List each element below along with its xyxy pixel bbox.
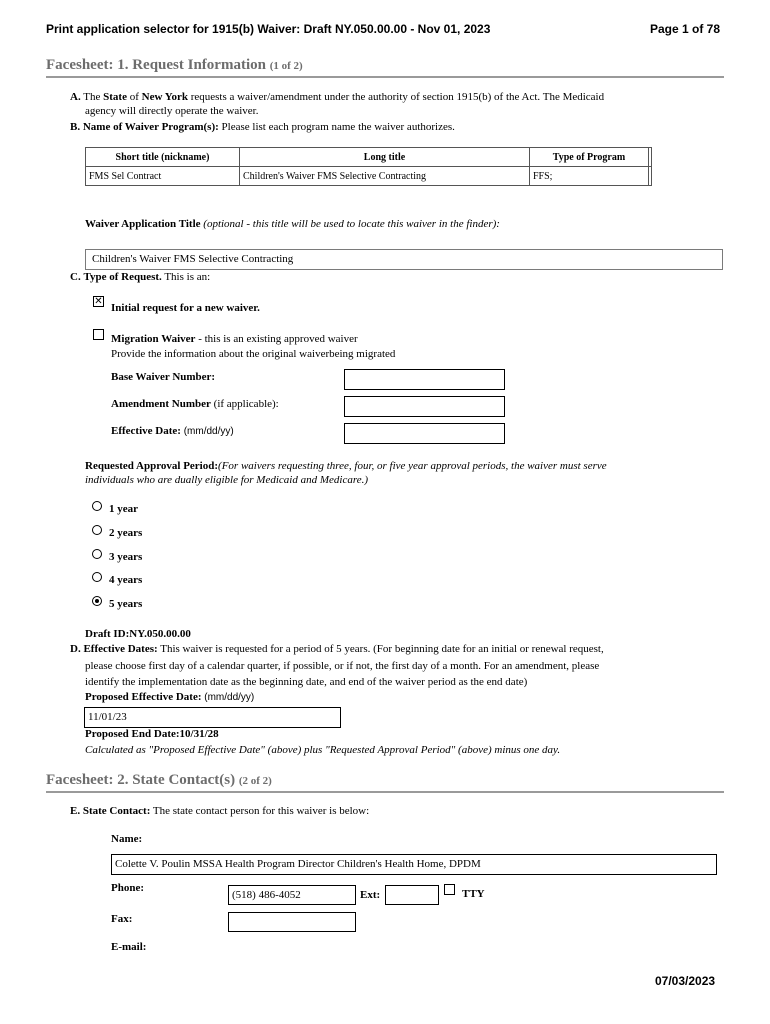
approval-period-note-1: (For waivers requesting three, four, or five year approval periods, the waiver must serve	[218, 460, 607, 472]
radio-3-years[interactable]	[92, 549, 102, 559]
ext-field[interactable]	[385, 885, 439, 905]
radio-3-years-label: 3 years	[109, 551, 143, 563]
contact-name-label: Name:	[111, 833, 143, 845]
base-waiver-number-label: Base Waiver Number:	[111, 371, 216, 383]
migration-waiver-help: Provide the information about the original waiverbeing migrated	[111, 348, 396, 360]
initial-request-label: Initial request for a new waiver.	[111, 302, 260, 314]
section-1-title	[46, 57, 303, 74]
migration-waiver-label	[111, 333, 358, 345]
radio-2-years[interactable]	[92, 525, 102, 535]
proposed-effective-date-note: (mm/dd/yy)	[201, 692, 255, 703]
waiver-title-label-text: Waiver Application Title	[85, 218, 201, 230]
item-e	[70, 805, 369, 817]
item-b	[70, 121, 455, 133]
waiver-title-label	[85, 218, 500, 230]
phone-label: Phone:	[111, 882, 144, 894]
radio-2-years-label: 2 years	[109, 527, 143, 539]
proposed-effective-date-value: 11/01/23	[88, 711, 127, 723]
item-e-marker: E.	[70, 805, 81, 817]
amendment-number-label	[111, 398, 279, 410]
item-a-line2: agency will directly operate the waiver.	[85, 105, 259, 117]
effective-date-label-text: Effective Date:	[111, 425, 181, 437]
item-a-marker: A.	[70, 91, 81, 103]
item-a-text-of: of	[126, 91, 142, 103]
waiver-title-note: (optional - this title will be used to locate this waiver in the finder):	[200, 218, 500, 230]
proposed-effective-date-label-text: Proposed Effective Date:	[85, 691, 202, 703]
contact-name-value: Colette V. Poulin MSSA Health Program Director Children's Health Home, DPDM	[115, 858, 481, 870]
section-1-divider	[46, 76, 724, 78]
column-header-long-title: Long title	[240, 148, 530, 167]
ext-label: Ext:	[360, 889, 381, 901]
table-edge	[649, 148, 652, 167]
migration-waiver-checkbox[interactable]	[93, 329, 104, 340]
item-a	[70, 90, 720, 105]
amendment-number-note: (if applicable):	[210, 398, 279, 410]
migration-waiver-label-text: Migration Waiver	[111, 333, 196, 345]
item-e-label: State Contact:	[82, 805, 151, 817]
item-d-line2: please choose first day of a calendar quarter, if possible, or if not, the first day of a month. For an amendment, please	[85, 660, 600, 672]
amendment-number-label-text: Amendment Number	[111, 398, 211, 410]
effective-date-label	[111, 425, 234, 437]
initial-request-checkbox[interactable]: ✕	[94, 296, 103, 307]
effective-date-note: (mm/dd/yy)	[180, 426, 234, 437]
base-waiver-number-field[interactable]	[344, 369, 505, 390]
proposed-effective-date-label	[85, 691, 254, 703]
item-b-marker: B.	[70, 121, 81, 133]
tty-label: TTY	[462, 888, 485, 900]
item-d-label: Effective Dates:	[83, 643, 158, 655]
footer-date: 07/03/2023	[655, 974, 716, 988]
item-c-text: This is an:	[161, 271, 211, 283]
migration-waiver-suffix: - this is an existing approved waiver	[195, 333, 358, 345]
item-a-text-line1: requests a waiver/amendment under the authority of section 1915(b) of the Act. The Medicaid	[187, 91, 605, 103]
waiver-title-field[interactable]	[85, 249, 723, 270]
waiver-title-value: Children's Waiver FMS Selective Contracting	[92, 253, 294, 265]
email-label: E-mail:	[111, 941, 147, 953]
proposed-effective-date-field[interactable]	[84, 707, 341, 728]
document-header-title: Print application selector for 1915(b) Waiver: Draft NY.050.00.00 - Nov 01, 2023	[46, 22, 491, 36]
amendment-number-field[interactable]	[344, 396, 505, 417]
proposed-end-date	[85, 728, 219, 740]
tty-checkbox[interactable]	[444, 884, 455, 895]
contact-name-field[interactable]	[111, 854, 717, 875]
cell-program-type: FFS;	[530, 167, 649, 186]
fax-label: Fax:	[111, 913, 133, 925]
item-d-line1: This waiver is requested for a period of 5 years. (For beginning date for an initial or renewal request,	[157, 643, 604, 655]
phone-field[interactable]	[228, 885, 356, 905]
approval-period-label-text: Requested Approval Period:	[85, 460, 219, 472]
section-1-page: (1 of 2)	[269, 60, 303, 72]
radio-1-year-label: 1 year	[109, 503, 139, 515]
draft-id: Draft ID:NY.050.00.00	[85, 628, 191, 640]
program-table	[85, 147, 652, 186]
table-edge	[649, 167, 652, 186]
radio-4-years[interactable]	[92, 572, 102, 582]
radio-4-years-label: 4 years	[109, 574, 143, 586]
cell-short-title: FMS Sel Contract	[86, 167, 240, 186]
approval-period-note-2: individuals who are dually eligible for Medicaid and Medicare.)	[85, 474, 368, 486]
item-e-text: The state contact person for this waiver is below:	[150, 805, 370, 817]
section-2-title-text: Facesheet: 2. State Contact(s)	[46, 772, 236, 788]
section-2-divider	[46, 791, 724, 793]
item-b-text: Please list each program name the waiver authorizes.	[218, 121, 455, 133]
item-d	[70, 643, 730, 655]
column-header-program-type: Type of Program	[530, 148, 649, 167]
section-2-page: (2 of 2)	[238, 775, 272, 787]
proposed-end-date-label: Proposed End Date:	[85, 728, 180, 740]
radio-5-years-label: 5 years	[109, 598, 143, 610]
column-header-short-title: Short title (nickname)	[86, 148, 240, 167]
radio-1-year[interactable]	[92, 501, 102, 511]
item-b-label: Name of Waiver Program(s):	[82, 121, 219, 133]
table-row	[86, 167, 652, 186]
item-a-text-pre: The	[83, 91, 104, 103]
phone-value: (518) 486-4052	[232, 889, 301, 901]
section-2-title	[46, 772, 272, 789]
section-1-title-text: Facesheet: 1. Request Information	[46, 57, 266, 73]
calculation-note: Calculated as "Proposed Effective Date" (above) plus "Requested Approval Period" (above) minus one day.	[85, 744, 561, 756]
item-c	[70, 271, 210, 283]
program-table-header-row	[86, 148, 652, 167]
radio-5-years[interactable]	[92, 596, 102, 606]
state-name: New York	[141, 91, 188, 103]
proposed-end-date-value: 10/31/28	[179, 728, 219, 740]
item-c-label: Type of Request.	[83, 271, 162, 283]
effective-date-field[interactable]	[344, 423, 505, 444]
page-number: Page 1 of 78	[650, 22, 721, 36]
item-d-marker: D.	[70, 643, 81, 655]
item-c-marker: C.	[70, 271, 81, 283]
approval-period-label	[85, 458, 725, 474]
item-d-line3: identify the implementation date as the beginning date, and end of the waiver period as the end date)	[85, 676, 528, 688]
cell-long-title: Children's Waiver FMS Selective Contracting	[240, 167, 530, 186]
state-label: State	[103, 91, 127, 103]
fax-field[interactable]	[228, 912, 356, 932]
